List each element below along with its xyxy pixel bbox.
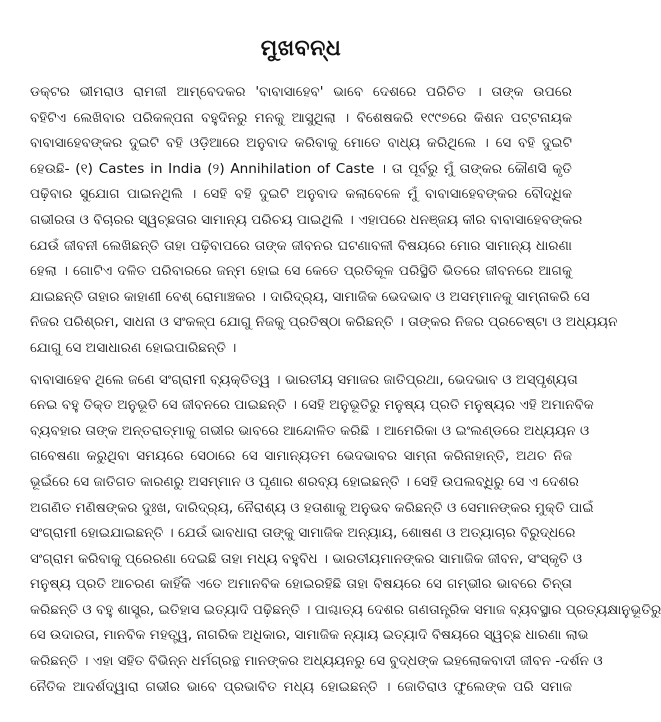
text-line: ନୈତିକ ଆଦର୍ଶଦ୍ୱାରା ଗଭୀର ଭାବେ ପ୍ରଭାବିତ ମଧ୍ୟ ହୋଇଛନ୍ତି । ଜୋତିରାଓ ଫୁଲେଙ୍କ ପରି ସମାଜ <box>30 678 572 695</box>
text-line: ବାବାସାହେବ ଥିଲେ ଜଣେ ସଂଗ୍ରାମୀ ବ୍ୟକ୍ତିତ୍ୱ । ଭାରତୀୟ ସମାଜର ଜାତିପ୍ରଥା, ଭେଦଭାବ ଓ ଅସ୍ପୃଶ୍ୟତା <box>30 371 578 388</box>
paragraph-1 <box>30 80 618 362</box>
text-line: କରିଛନ୍ତି ଓ ବହୁ ଶାସ୍ତ୍ର, ଇତିହାସ ଇତ୍ୟାଦି ପଢ଼ିଛନ୍ତି । ପାଶ୍ଚାତ୍ୟ ଦେଶର ଗଣତାନ୍ତ୍ରିକ ସମାଜ ବ୍ୟବସ୍ଥାର ପ୍ରତ୍ୟକ୍ଷାନୁଭୂତିରୁ <box>30 601 661 618</box>
text-line: ଯୋଗୁ ସେ ଅସାଧାରଣ ହୋଇପାରିଛନ୍ତି । <box>30 339 237 356</box>
text-line: ମନୁଷ୍ୟ ପ୍ରତି ଆଚରଣ କାହିଁକି ଏତେ ଅମାନବିକ ହୋଇରହିଛି ତାହା ବିଷୟରେ ସେ ଗମ୍ଭୀର ଭାବରେ ଚିନ୍ତା <box>30 576 572 593</box>
text-line: ନିଜର ପରିଶ୍ରମ, ସାଧନା ଓ ସଂକଳ୍ପ ଯୋଗୁ ନିଜକୁ ପ୍ରତିଷ୍ଠା କରିଛନ୍ତି । ତାଙ୍କର ନିଜର ପ୍ରଚେଷ୍ଟା ଓ ଅଧ୍ୟୟନ <box>30 314 618 331</box>
text-line: ନେଇ ବହୁ ତିକ୍ତ ଅନୁଭୂତି ସେ ଜୀବନରେ ପାଇଛନ୍ତି । ସେହି ଅନୁଭୂତିରୁ ମନୁଷ୍ୟ ପ୍ରତି ମନୁଷ୍ୟର ଏହି ଅମାନବିକ <box>30 397 594 414</box>
text-line: ଅଗଣିତ ମଣିଷଙ୍କର ଦୁଃଖ, ଦାରିଦ୍ର୍ୟ, ନୈରାଶ୍ୟ ଓ ହତାଶାକୁ ଅନୁଭବ କରିଛନ୍ତି ଓ ସେମାନଙ୍କର ମୁକ୍ତି ପାଇଁ <box>30 499 594 516</box>
page-title: ମୁଖବନ୍ଧ <box>260 36 342 61</box>
text-line: କରିଛନ୍ତି । ଏହା ସହିତ ବିଭିନ୍ନ ଧର୍ମଗ୍ରନ୍ଥ ମାନଙ୍କର ଅଧ୍ୟୟନରୁ ସେ ବୁଦ୍ଧଙ୍କ ଇହଲୋକବାଦୀ ଜୀବନ -ଦର୍ଶନ ଓ <box>30 653 603 670</box>
text-line: ଭୂଇଁରେ ସେ ଜାତିଗତ କାରଣରୁ ଅସମ୍ମାନ ଓ ଘୃଣାର ଶରବ୍ୟ ହୋଇଛନ୍ତି । ସେହି ଉପଲବ୍ଧିରୁ ସେ ଏ ଦେଶର <box>30 473 579 490</box>
text-line: ବ୍ୟବହାର ତାଙ୍କ ଅନ୍ତରାତ୍ମାକୁ ଗଭୀର ଭାବରେ ଆନ୍ଦୋଳିତ କରିଛି । ଆମେରିକା ଓ ଇଂଲଣ୍ଡରେ ଅଧ୍ୟୟନ ଓ <box>30 422 590 439</box>
text-line: ଡକ୍ଟର ଭୀମରାଓ ରାମଜୀ ଆମ୍ବେଦକର 'ବାବାସାହେବ' ଭାବେ ଦେଶରେ ପରିଚିତ । ତାଙ୍କ ଉପରେ <box>30 84 572 100</box>
text-line: ଯାଇଛନ୍ତି ତାହାର କାହାଣୀ ବେଶ୍ ରୋମାଞ୍ଚକର । ଦାରିଦ୍ର୍ୟ, ସାମାଜିକ ଭେଦଭାବ ଓ ଅସମ୍ମାନକୁ ସାମ୍ନାକରି ସେ <box>30 288 590 305</box>
text-line: ବହିଟିଏ ଲେଖିବାର ପରିକଳ୍ପନା ବହୁଦିନରୁ ମନକୁ ଆସୁଥିଲା । ବିଶେଷକରି ୧୯୯୭ରେ କିଶନ ପଟ୍ଟନାୟକ <box>30 109 572 126</box>
text-line: ପଢ଼ିବାର ସୁଯୋଗ ପାଇନଥିଲି । ସେହି ବହି ଦୁଇଟି ଅନୁବାଦ କଲାବେଳେ ମୁଁ ବାବାସାହେବଙ୍କର ବୌଦ୍ଧିକ <box>30 186 572 203</box>
text-line: ଯେଉଁ ଜୀବନୀ ଲେଖିଛନ୍ତି ତାହା ପଢ଼ିବାପରେ ତାଙ୍କ ଜୀବନର ଘଟଣାବଳୀ ବିଷୟରେ ମୋର ସାମାନ୍ୟ ଧାରଣା <box>30 237 572 254</box>
text-line: ସେ ଉଦାରତା, ମାନବିକ ମହତ୍ତ୍ୱ, ନାଗରିକ ଅଧିକାର, ସାମାଜିକ ନ୍ୟାୟ ଇତ୍ୟାଦି ବିଷୟରେ ସ୍ୱଚ୍ଛ ଧାରଣା ଲାଭ <box>30 627 589 644</box>
text-line: ବାବାସାହେବଙ୍କର ଦୁଇଟି ବହି ଓଡ଼ିଆରେ ଅନୁବାଦ କରିବାକୁ ମୋତେ ବାଧ୍ୟ କରିଥିଲେ । ସେ ବହି ଦୁଇଟି <box>30 135 572 152</box>
text-line: ହେଲା । ଗୋଟିଏ ଦଳିତ ପରିବାରରେ ଜନ୍ମ ହୋଇ ସେ କେତେ ପ୍ରତିକୂଳ ପରିସ୍ଥିତି ଭିତରେ ଜୀବନରେ ଆଗକୁ <box>30 263 572 280</box>
paragraph-2 <box>30 368 661 701</box>
text-line: ହେଉଛି- (୧) Castes in India (୨) Annihilation of Caste । ତା ପୂର୍ବରୁ ମୁଁ ତାଙ୍କର କୌଣସି କୃତି <box>30 160 572 177</box>
text-line: ଗଭୀରତା ଓ ବିଚାରର ସ୍ୱଚ୍ଛତାର ସାମାନ୍ୟ ପରିଚୟ ପାଇଥିଲି । ଏହାପରେ ଧନଞ୍ଜୟ କୀର ବାବାସାହେବଙ୍କର <box>30 211 583 228</box>
text-line: ଗବେଷଣା କରୁଥିବା ସମୟରେ ସେଠାରେ ସେ ସାମାନ୍ୟତମ ଭେଦଭାବର ସାମ୍ନା କରିନାହାନ୍ତି, ଅଥଚ ନିଜ <box>30 448 572 465</box>
text-line: ସଂଗ୍ରାମ କରିବାକୁ ପ୍ରେରଣା ଦେଇଛି ତାହା ମଧ୍ୟ ବହୁବିଧ । ଭାରତୀୟମାନଙ୍କର ସାମାଜିକ ଜୀବନ, ସଂସ୍କୃତି ଓ <box>30 550 583 567</box>
text-line: ସଂଗ୍ରାମୀ ହୋଇଯାଇଛନ୍ତି । ଯେଉଁ ଭାବଧାରା ତାଙ୍କୁ ସାମାଜିକ ଅନ୍ୟାୟ, ଶୋଷଣ ଓ ଅତ୍ୟାଚାର ବିରୁଦ୍ଧରେ <box>30 525 576 542</box>
